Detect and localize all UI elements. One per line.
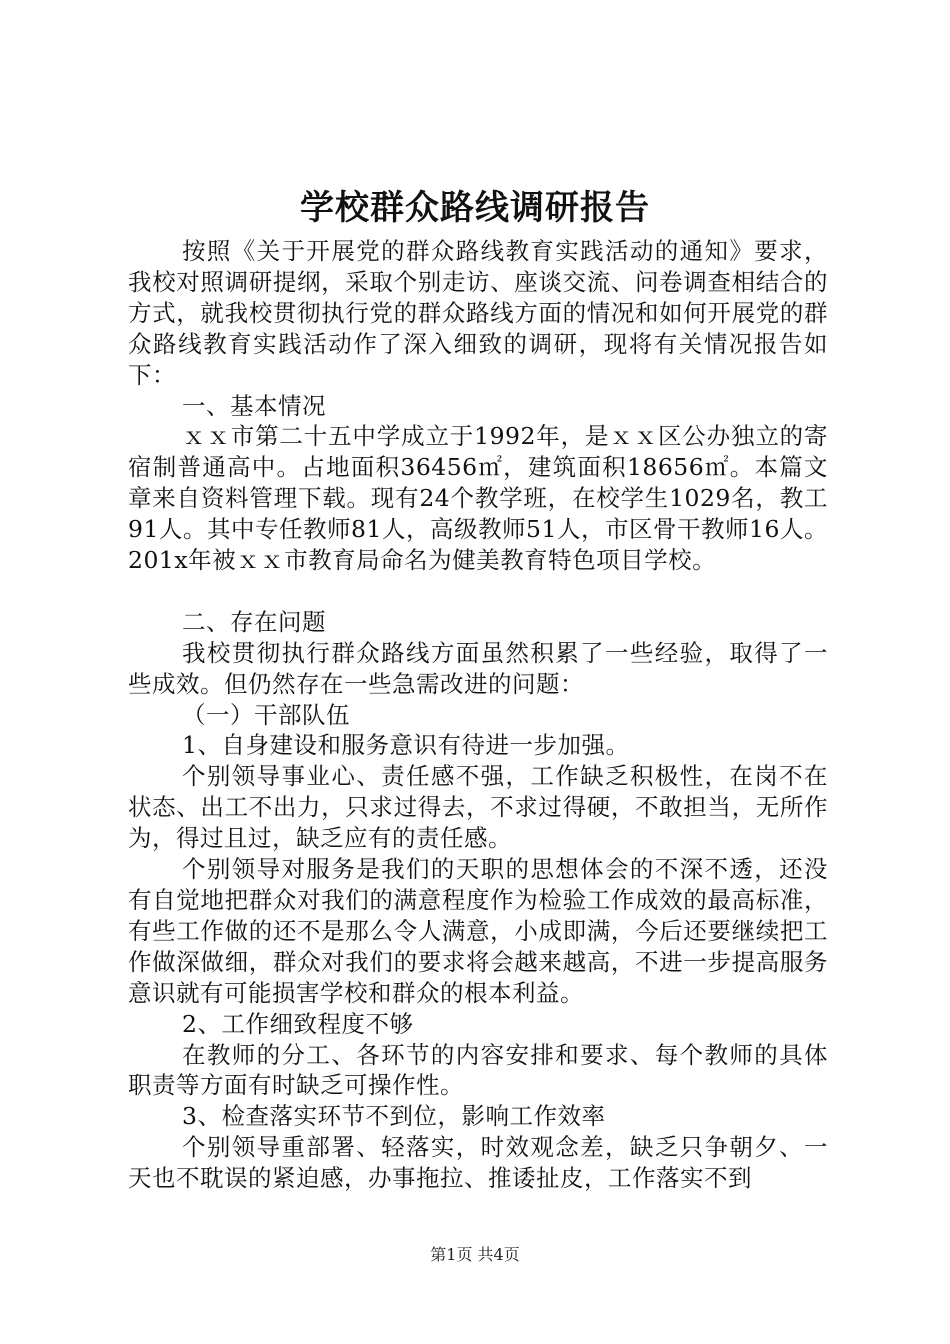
subsection-heading-cadres: （一）干部队伍 — [182, 700, 351, 729]
paragraph-item-2: 在教师的分工、各环节的内容安排和要求、每个教师的具体职责等方面有时缺乏可操作性。 — [128, 1040, 828, 1100]
item-heading-3: 3、检查落实环节不到位，影响工作效率 — [182, 1102, 606, 1131]
paragraph-item-1b: 个别领导对服务是我们的天职的思想体会的不深不透，还没有自觉地把群众对我们的满意程度作为检验工作成效的最高标准，有些工作做的还不是那么令人满意，小成即满，今后还要继续把工作做深做细，群众对我们的要求将会越来越高，不进一步提高服务意识就有可能损害学校和群众的根本利益。 — [128, 855, 828, 1007]
paragraph-basic-info: ｘｘ市第二十五中学成立于1992年，是ｘｘ区公办独立的寄宿制普通高中。占地面积36456㎡，建筑面积18656㎡。本篇文章来自资料管理下载。现有24个教学班，在校学生1029名，教工91人。其中专任教师81人，高级教师51人，市区骨干教师16人。201x年被ｘｘ市教育局命名为健美教育特色项目学校。 — [128, 422, 828, 575]
item-heading-1: 1、自身建设和服务意识有待进一步加强。 — [182, 731, 630, 760]
document-body — [128, 236, 828, 1194]
section-heading-basic: 一、基本情况 — [182, 391, 327, 420]
item-heading-2: 2、工作细致程度不够 — [182, 1009, 414, 1038]
paragraph-intro: 按照《关于开展党的群众路线教育实践活动的通知》要求，我校对照调研提纲，采取个别走访、座谈交流、问卷调查相结合的方式，就我校贯彻执行党的群众路线方面的情况和如何开展党的群众路线教育实践活动作了深入细致的调研，现将有关情况报告如下： — [128, 237, 828, 389]
paragraph-item-3: 个别领导重部署、轻落实，时效观念差，缺乏只争朝夕、一天也不耽误的紧迫感，办事拖拉、推诿扯皮，工作落实不到 — [128, 1133, 828, 1193]
paragraph-problems-intro: 我校贯彻执行群众路线方面虽然积累了一些经验，取得了一些成效。但仍然存在一些急需改进的问题： — [128, 638, 828, 698]
section-heading-problems: 二、存在问题 — [182, 607, 327, 636]
document-title: 学校群众路线调研报告 — [300, 188, 650, 228]
page-footer: 第1页 共4页 — [430, 1245, 520, 1264]
paragraph-spacer — [128, 576, 828, 607]
paragraph-item-1a: 个别领导事业心、责任感不强，工作缺乏积极性，在岗不在状态、出工不出力，只求过得去，不求过得硬，不敢担当，无所作为，得过且过，缺乏应有的责任感。 — [128, 762, 828, 853]
